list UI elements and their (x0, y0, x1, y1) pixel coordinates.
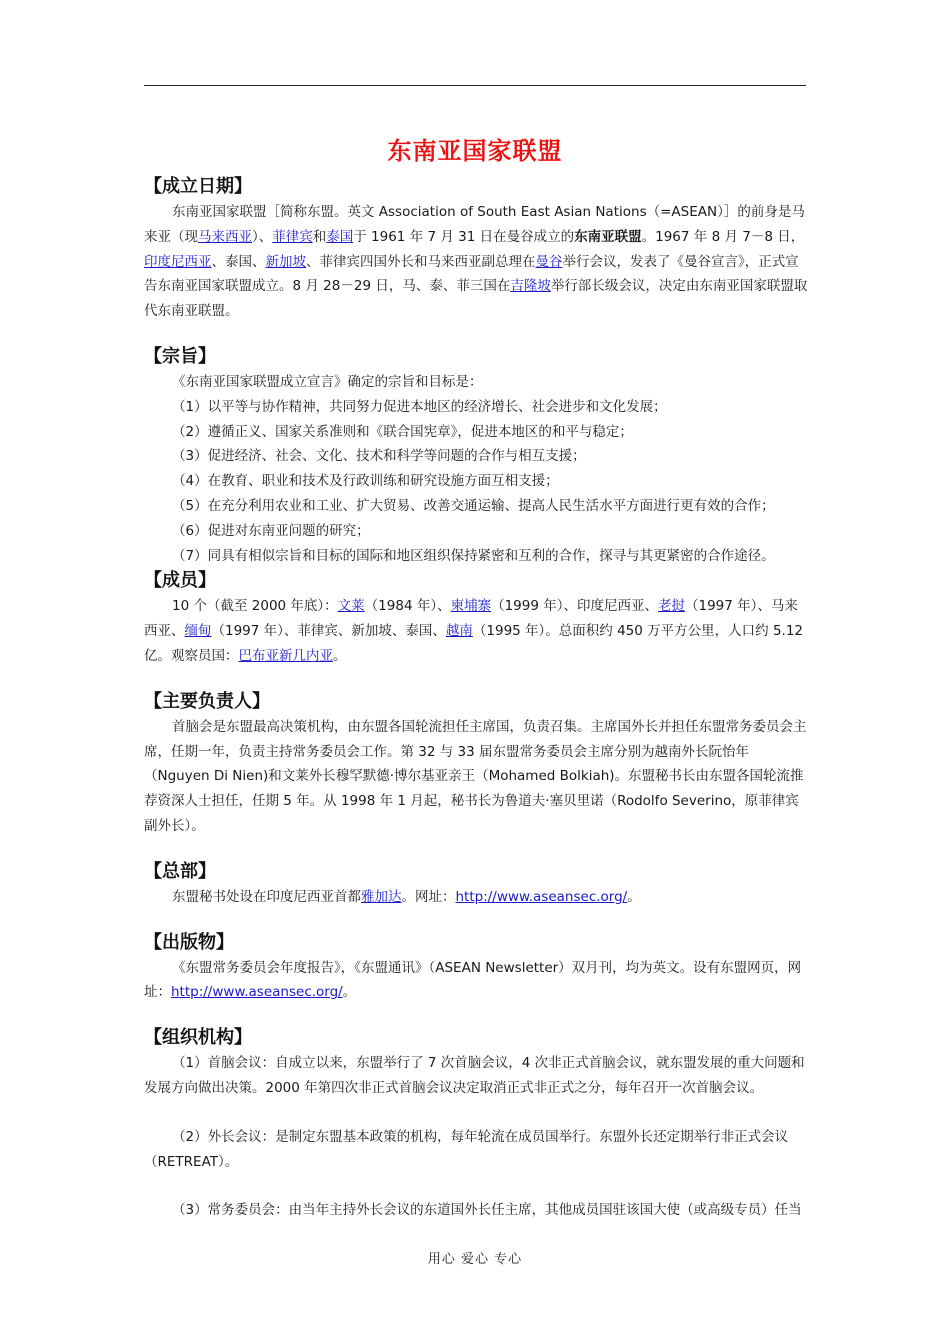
section-hq (144, 859, 808, 910)
spacer (144, 669, 808, 689)
heading-organization: 【组织机构】 (144, 1027, 252, 1049)
bold-asa: 东南亚联盟 (574, 228, 642, 245)
founding-paragraph (144, 200, 808, 324)
purpose-item: （7）同具有相似宗旨和目标的国际和地区组织保持紧密和互利的合作，探寻与其更紧密的合作途径。 (172, 547, 775, 564)
header-rule (144, 85, 806, 86)
text: ）、 (252, 228, 273, 245)
purpose-intro: 《东南亚国家联盟成立宣言》确定的宗旨和目标是： (172, 373, 483, 390)
spacer (144, 1101, 808, 1125)
text: （1995 年）。总面积约 450 万平方公里，人口约 5.12 亿。观察员国： (144, 623, 804, 664)
spacer (144, 839, 808, 859)
text: 。 (333, 647, 347, 664)
text: 。 (627, 888, 641, 905)
document-body (144, 174, 808, 1223)
spacer (144, 910, 808, 930)
spacer (144, 324, 808, 344)
members-paragraph (144, 594, 808, 668)
purpose-item: （2）遵循正义、国家关系准则和《联合国宪章》，促进本地区的和平与稳定； (172, 423, 633, 440)
link-thailand[interactable]: 泰国 (326, 228, 354, 245)
purpose-item: （6）促进对东南亚问题的研究； (172, 522, 370, 539)
link-myanmar[interactable]: 缅甸 (184, 623, 212, 640)
text: 10 个（截至 2000 年底）： (172, 598, 338, 615)
organization-paragraph: （1）首脑会议：自成立以来，东盟举行了 7 次首脑会议，4 次非正式首脑会议，就东盟发展的重大问题和发展方向做出决策。2000 年第四次非正式首脑会议决定取消正式非正式之分，每年召开一次首脑会议。 (144, 1055, 805, 1096)
text: 、泰国、 (211, 253, 266, 270)
link-brunei[interactable]: 文莱 (337, 598, 365, 615)
text: 举行会议，发表了《曼谷宣言》，正式宣告东南亚国家联盟成立。8 月 28－29 日，马、泰、菲三国在 (144, 253, 799, 295)
spacer (144, 1174, 808, 1198)
text: 于 1961 年 7 月 31 日在曼谷成立的 (353, 228, 575, 245)
text: （1999 年）、印度尼西亚、 (491, 598, 658, 615)
text: （1997 年）、马来西亚、 (144, 598, 798, 640)
link-bangkok[interactable]: 曼谷 (535, 253, 563, 270)
text: 、菲律宾四国外长和马来西亚副总理在 (306, 253, 536, 270)
text: 。网址： (401, 888, 456, 905)
purpose-item: （5）在充分利用农业和工业、扩大贸易、改善交通运输、提高人民生活水平方面进行更有效的合作； (172, 497, 775, 514)
heading-founding: 【成立日期】 (144, 176, 252, 197)
link-papua-new-guinea[interactable]: 巴布亚新几内亚 (238, 647, 333, 664)
organization-paragraph: （3）常务委员会：由当年主持外长会议的东道国外长任主席，其他成员国驻该国大使（或高级专员）任当 (172, 1202, 802, 1219)
heading-publications: 【出版物】 (144, 931, 234, 953)
page-footer: 用心 爱心 专心 (427, 1252, 523, 1267)
text: 。1967 年 8 月 7－8 日， (641, 228, 805, 245)
heading-purpose: 【宗旨】 (144, 345, 216, 367)
heading-leaders: 【主要负责人】 (144, 690, 270, 712)
text: 举行部长级会议，决定由东南亚国家联盟取代东南亚联盟。 (144, 278, 808, 320)
organization-paragraph: （2）外长会议：是制定东盟基本政策的机构，每年轮流在成员国举行。东盟外长还定期举行非正式会议（RETREAT）。 (144, 1128, 789, 1170)
spacer (144, 1005, 808, 1025)
text: 东南亚国家联盟［简称东盟。英文 Association of South East Asian Nations（=ASEAN）］的前身是马来亚（现 (144, 204, 805, 245)
link-malaysia[interactable]: 马来西亚 (198, 228, 252, 245)
text: 东盟秘书处设在印度尼西亚首都 (172, 888, 361, 905)
text: 和 (312, 228, 327, 245)
link-philippines[interactable]: 菲律宾 (272, 228, 313, 245)
link-singapore[interactable]: 新加坡 (265, 253, 306, 270)
text: 。 (342, 984, 357, 1001)
link-kuala-lumpur[interactable]: 吉隆坡 (510, 278, 551, 295)
publications-paragraph (144, 956, 808, 1006)
section-founding (144, 174, 808, 324)
section-leaders (144, 689, 808, 839)
heading-members: 【成员】 (144, 570, 216, 592)
leaders-paragraph: 首脑会是东盟最高决策机构，由东盟各国轮流担任主席国，负责召集。主席国外长并担任东盟常务委员会主席，任期一年，负责主持常务委员会工作。第 32 与 33 届东盟常务委员会主席分别为越南外长阮怡年（Nguyen Di Nien)和文莱外长穆罕默德·博尔基亚亲王（Mohamed Bolkiah)。东盟秘书长由东盟各国轮流推荐资深人士担任，任期 5 年。从 1998 年 1 月起，秘书长为鲁道夫·塞贝里诺（Rodolfo Severino，原菲律宾副外长）。 (144, 718, 807, 834)
link-asean-website[interactable]: http://www.aseansec.org/ (171, 984, 343, 1001)
heading-hq: 【总部】 (144, 860, 216, 882)
purpose-item: （4）在教育、职业和技术及行政训练和研究设施方面互相支援； (172, 473, 559, 490)
link-indonesia[interactable]: 印度尼西亚 (144, 253, 212, 270)
page-title: 东南亚国家联盟 (387, 137, 563, 165)
link-laos[interactable]: 老挝 (657, 598, 685, 615)
text: （1984 年）、 (364, 598, 451, 615)
section-organization (144, 1025, 808, 1223)
link-vietnam[interactable]: 越南 (445, 623, 473, 640)
text: （1997 年）、菲律宾、新加坡、泰国、 (211, 623, 446, 640)
link-asean-website[interactable]: http://www.aseansec.org/ (455, 888, 628, 905)
section-purpose (144, 344, 808, 568)
link-jakarta[interactable]: 雅加达 (361, 888, 402, 905)
purpose-item: （1）以平等与协作精神，共同努力促进本地区的经济增长、社会进步和文化发展； (172, 398, 667, 415)
link-cambodia[interactable]: 柬埔寨 (450, 598, 492, 615)
section-publications (144, 930, 808, 1006)
text: 《东盟常务委员会年度报告》，《东盟通讯》（ASEAN Newsletter）双月刊，均为英文。设有东盟网页，网址： (144, 959, 802, 1001)
section-members (144, 568, 808, 668)
hq-paragraph (144, 885, 808, 910)
purpose-item: （3）促进经济、社会、文化、技术和科学等问题的合作与相互支援； (172, 448, 586, 465)
